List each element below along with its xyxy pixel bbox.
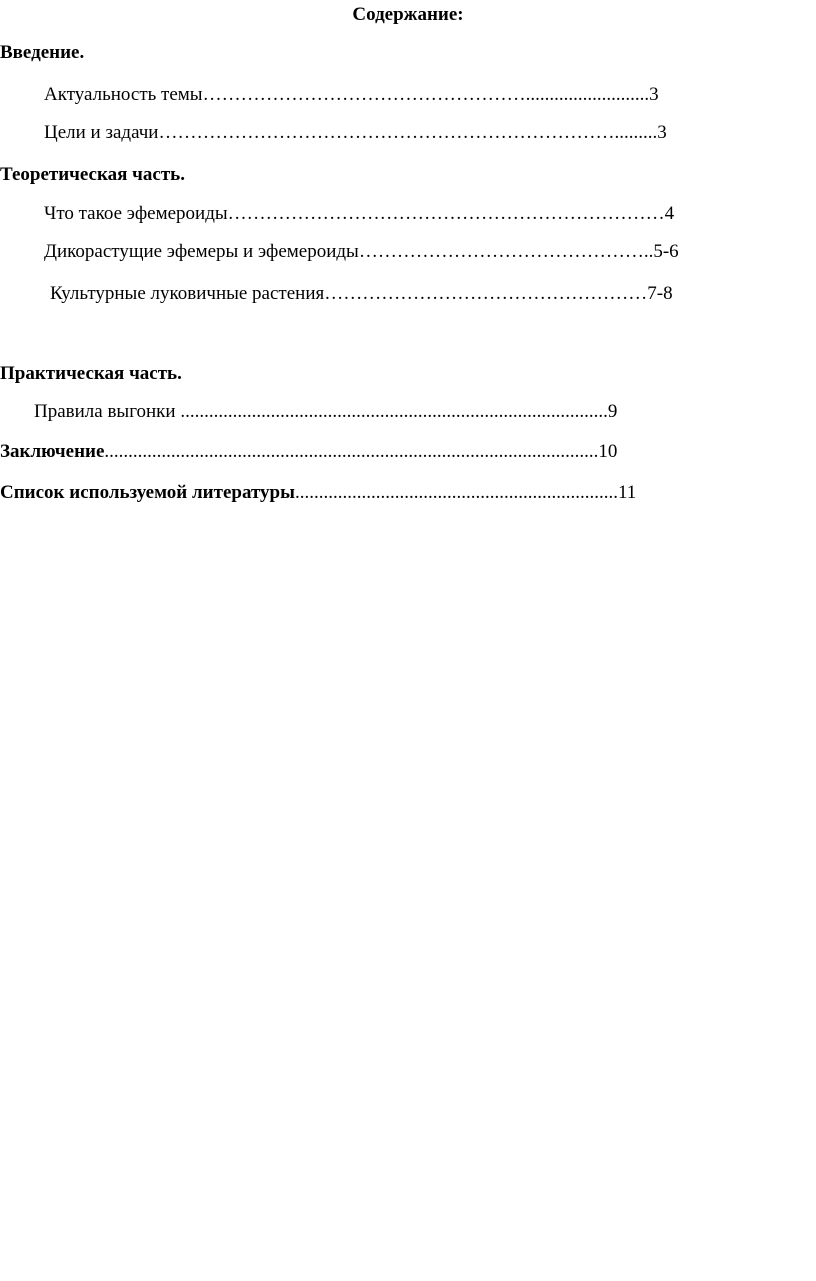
toc-entry-bulbous-plants: Культурные луковичные растения……………………………………………7-8 [50, 283, 673, 304]
toc-entry-conclusion-label: Заключение [0, 441, 105, 462]
toc-entry-relevance: Актуальность темы……………………………………………..........................3 [44, 84, 659, 105]
toc-entry-wild-ephemers: Дикорастущие эфемеры и эфемероиды………………………………………..5-6 [44, 241, 679, 262]
toc-entry-conclusion-leader: ........................................................................................................10 [104, 441, 618, 462]
toc-entry-forcing-rules: Правила выгонки ..........................................................................................9 [34, 401, 618, 422]
section-heading-intro: Введение. [0, 42, 85, 63]
toc-entry-ephemeroids: Что такое эфемероиды……………………………………………………………4 [44, 203, 675, 224]
toc-entry-conclusion [0, 440, 617, 464]
section-heading-practice: Практическая часть. [0, 363, 182, 384]
toc-entry-references-label: Список используемой литературы [0, 482, 295, 503]
toc-entry-references-leader: ....................................................................11 [294, 482, 637, 503]
page-title: Содержание: [352, 4, 464, 25]
toc-entry-goals: Цели и задачи……………………………………………………………….........3 [44, 122, 667, 143]
section-heading-theory: Теоретическая часть. [0, 164, 185, 185]
toc-entry-references [0, 481, 636, 505]
